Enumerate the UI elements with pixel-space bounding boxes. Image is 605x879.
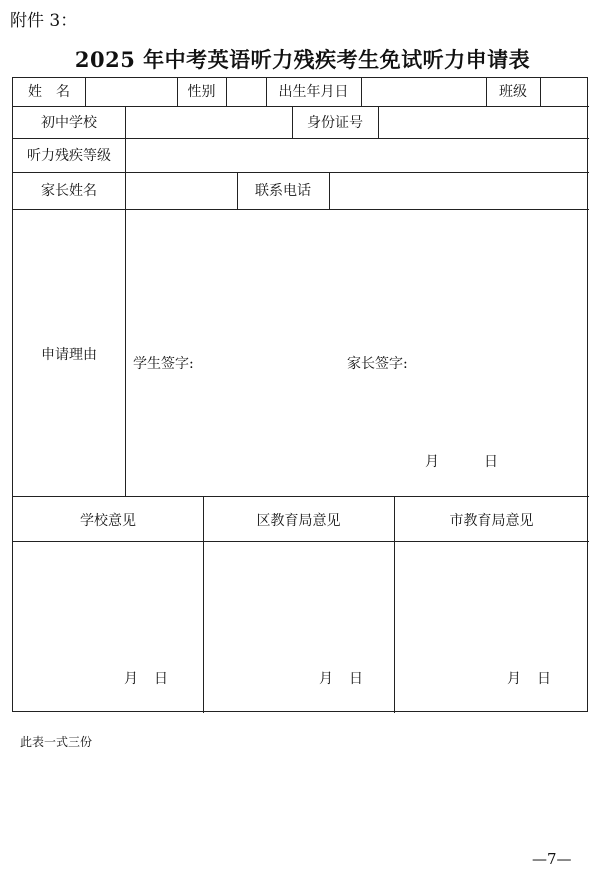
phone-label: 联系电话 [255, 183, 311, 199]
cell-divider [378, 106, 379, 138]
district-opinion-day: 日 [349, 671, 363, 687]
row-divider [13, 138, 589, 139]
cell-divider [361, 78, 362, 106]
district-bureau-opinion-header: 区教育局意见 [256, 513, 341, 529]
school-opinion-month: 月 [124, 671, 138, 687]
disability-level-label: 听力残疾等级 [27, 148, 111, 164]
parent-signature-label: 家长签字: [347, 356, 408, 372]
name-label: 姓 名 [28, 84, 70, 100]
attachment-label: 附件 3： [10, 11, 78, 31]
copies-note: 此表一式三份 [20, 735, 93, 749]
row-divider [13, 541, 589, 542]
reason-label: 申请理由 [41, 347, 97, 363]
parent-name-label: 家长姓名 [41, 183, 97, 199]
id-number-label: 身份证号 [307, 115, 363, 131]
cell-divider [540, 78, 541, 106]
reason-day-label: 日 [484, 454, 498, 470]
city-opinion-day: 日 [537, 671, 551, 687]
district-opinion-month: 月 [319, 671, 333, 687]
student-signature-label: 学生签字: [133, 356, 194, 372]
cell-divider [203, 496, 204, 713]
cell-divider [394, 496, 395, 713]
label-column-divider [125, 106, 126, 496]
school-label: 初中学校 [41, 115, 97, 131]
cell-divider [85, 78, 86, 106]
row-divider [13, 172, 589, 173]
city-opinion-month: 月 [507, 671, 521, 687]
form-title: 2025 年中考英语听力残疾考生免试听力申请表 [74, 47, 531, 72]
city-bureau-opinion-header: 市教育局意见 [449, 513, 534, 529]
school-opinion-day: 日 [154, 671, 168, 687]
reason-month-label: 月 [425, 454, 439, 470]
cell-divider [329, 172, 330, 209]
cell-divider [226, 78, 227, 106]
row-divider [13, 496, 589, 497]
class-label: 班级 [499, 84, 527, 100]
row-divider [13, 106, 589, 107]
school-opinion-header: 学校意见 [80, 513, 136, 529]
page-number: —7— [532, 850, 572, 868]
gender-label: 性别 [187, 84, 216, 100]
birthdate-label: 出生年月日 [278, 84, 349, 100]
application-form-table [12, 77, 588, 712]
row-divider [13, 209, 589, 210]
